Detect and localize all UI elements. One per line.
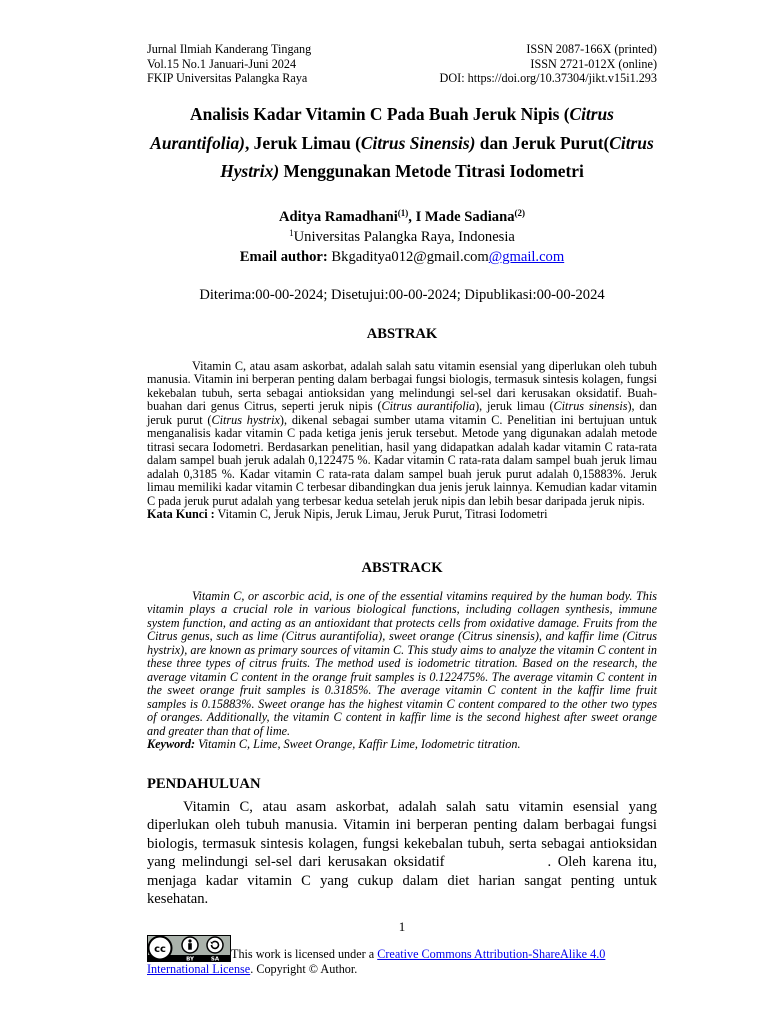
abstrak-keywords: Kata Kunci : Vitamin C, Jeruk Nipis, Jeruk Limau, Jeruk Purut, Titrasi Iodometri — [147, 506, 548, 521]
publication-dates: Diterima:00-00-2024; Disetujui:00-00-2024; Dipublikasi:00-00-2024 — [199, 287, 605, 303]
author-block — [147, 207, 657, 267]
badge-by-label: BY — [186, 956, 194, 962]
page-number: 1 — [398, 919, 406, 934]
running-header — [147, 42, 657, 86]
abstrack-text: Vitamin C, or ascorbic acid, is one of the essential vitamins required by the human body. This vitamin plays a crucial role in various biological functions, including collagen synthesis, immune system function, and acting as an antioxidant that protects cells from oxidative damage. Fruits from the Citrus genus, such as lime (Citrus aurantifolia), sweet orange (Citrus sinensis), and kaffir lime (Citrus hystrix), are known as primary sources of vitamin C. This study aims to analyze the vitamin C content in these three types of citrus fruits. The method used is iodometric titration. Based on the research, the average vitamin C content in the orange fruit samples is 0.122475%. The average vitamin C content in the sweet orange fruit samples is 0.3185%. The average vitamin C content in the kaffir lime fruit samples is 0.15883%. Sweet orange has the highest vitamin C content compared to the other two types of oranges. Additionally, the vitamin C content in kaffir lime is the second highest after sweet orange and greater than that of lime. — [147, 589, 657, 738]
journal-name: Jurnal Ilmiah Kanderang Tingang — [147, 42, 312, 56]
author-names: Aditya Ramadhani$^{(1)}$, I Made Sadiana$^{(2)}$ — [278, 208, 526, 225]
badge-sa-label: SA — [210, 956, 220, 962]
license-link[interactable]: Creative Commons Attribution-ShareAlike 4.0 International License — [147, 947, 606, 976]
author-2: I Made Sadiana — [415, 209, 515, 225]
svg-text:cc: cc — [154, 944, 166, 955]
issn-printed: ISSN 2087-166X (printed) — [526, 42, 657, 56]
author-1: Aditya Ramadhani — [278, 209, 398, 225]
abstrak-heading: ABSTRAK — [366, 326, 438, 342]
paper-title: Analisis Kadar Vitamin C Pada Buah Jeruk Nipis (Citrus Aurantifolia), Jeruk Limau (Citrus Sinensis) dan Jeruk Purut(Citrus Hystrix) Menggunakan Metode Titrasi Iodometri — [150, 104, 654, 181]
doi: DOI: https://doi.org/10.37304/jikt.v15i1.293 — [439, 71, 657, 85]
abstrak-text: Vitamin C, atau asam askorbat, adalah salah satu vitamin esensial yang diperlukan oleh tubuh manusia. Vitamin ini berperan penting dalam berbagai fungsi biologis, termasuk sintesis kolagen, fungsi kekebalan tubuh, serta sebagai antioksidan yang melindungi sel-sel dari kerusakan oksidatif. Buah-buahan dari genus Citrus, seperti jeruk nipis (Citrus aurantifolia), jeruk limau (Citrus sinensis), dan jeruk purut (Citrus hystrix), dikenal sebagai sumber utama vitamin C. Penelitian ini bertujuan untuk menganalisis kadar vitamin C pada ketiga jenis jeruk tersebut. Metode yang digunakan adalah metode titrasi secara Iodometri. Berdasarkan penelitian, hasil yang didapatkan adalah kadar vitamin C rata-rata dalam sampel buah jeruk adalah 0,122475 %. Kadar vitamin C rata-rata dalam sampel buah jeruk limau adalah 0,3185 %. Kadar vitamin C rata-rata dalam sampel buah jeruk purut adalah 0,15883%. Jeruk limau memiliki kadar vitamin C terbesar dibandingkan dua jenis jeruk lainnya. Kemudian kadar vitamin C pada jeruk purut adalah yang terbesar kedua setelah jeruk nipis dan lebih besar daripada jeruk nipis. — [147, 359, 658, 508]
pendahuluan-paragraph: Vitamin C, atau asam askorbat, adalah salah satu vitamin esensial yang diperlukan oleh tubuh manusia. Vitamin ini berperan penting dalam berbagai fungsi biologis, termasuk sintesis kolagen, fungsi kekebalan tubuh, serta sebagai antioksidan yang melindungi sel-sel dari kerusakan oksidatif . Oleh karena itu, menjaga kadar vitamin C yang cukup dalam diet harian sangat penting untuk kesehatan. — [147, 799, 657, 908]
abstrack-body — [147, 590, 657, 751]
pendahuluan-heading: PENDAHULUAN — [147, 776, 261, 792]
journal-institution: FKIP Universitas Palangka Raya — [147, 71, 308, 85]
email-link[interactable]: @gmail.com — [488, 249, 565, 265]
affiliation: $^1$Universitas Palangka Raya, Indonesia — [289, 228, 515, 245]
creative-commons-by-sa-badge — [147, 935, 231, 962]
license-block: cc BY SA This work is licensed under a Creative Commons Attribution-ShareAlike 4.0 International License. Copyright © Author. — [147, 935, 657, 976]
abstrack-heading: ABSTRACK — [361, 560, 443, 576]
abstrak-body — [147, 360, 657, 521]
journal-volume: Vol.15 No.1 Januari-Juni 2024 — [147, 56, 297, 71]
issn-online: ISSN 2721-012X (online) — [530, 56, 657, 71]
author-email: Email author: Bkgaditya012@gmail.com@gmail.com — [239, 249, 565, 265]
pendahuluan-body — [147, 798, 657, 908]
abstrack-keywords: Keyword: Vitamin C, Lime, Sweet Orange, Kaffir Lime, Iodometric titration. — [147, 736, 521, 751]
